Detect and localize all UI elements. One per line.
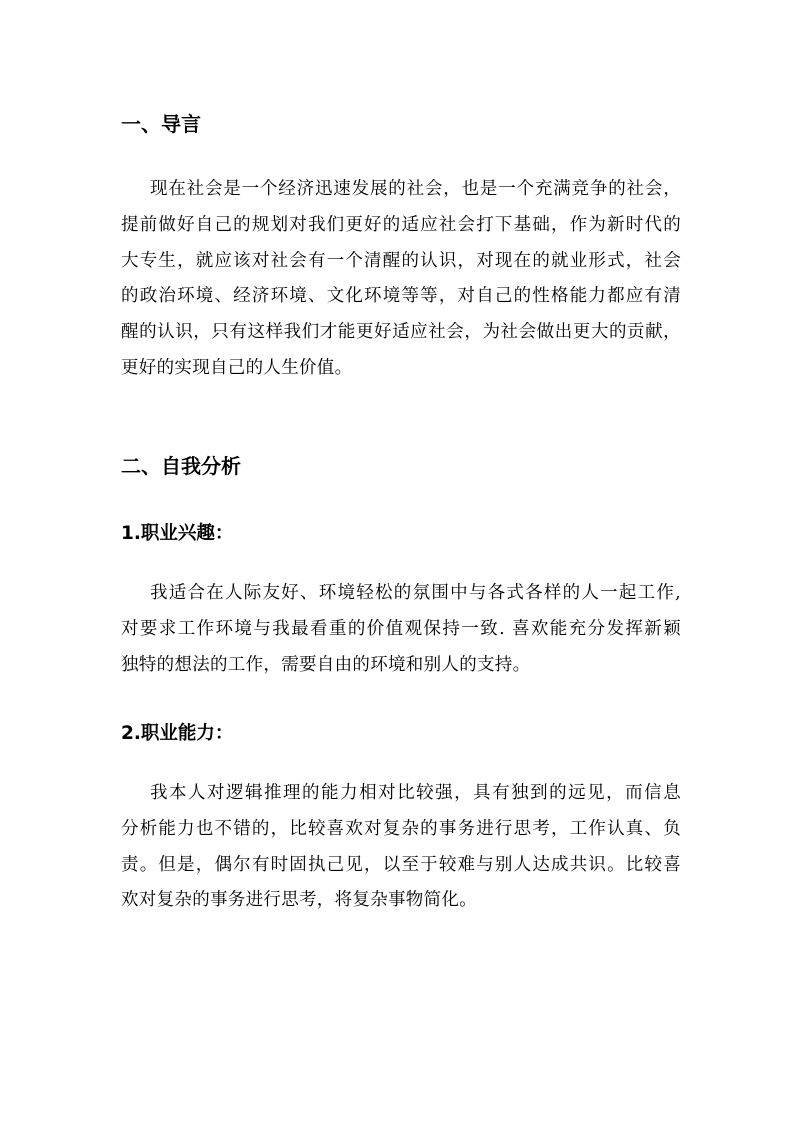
paragraph-line: 的政治环境、经济环境、文化环境等等，对自己的性格能力都应有清 (121, 286, 681, 307)
paragraph-line: 提前做好自己的规划对我们更好的适应社会打下基础，作为新时代的 (121, 214, 681, 235)
career-interest-paragraph (121, 576, 681, 683)
paragraph-line: 对要求工作环境与我最看重的价值观保持一致. 喜欢能充分发挥新颖 (121, 618, 681, 639)
paragraph-line: 醒的认识，只有这样我们才能更好适应社会，为社会做出更大的贡献， (121, 322, 681, 343)
paragraph-line: 大专生，就应该对社会有一个清醒的认识，对现在的就业形式，社会 (121, 250, 681, 271)
introduction-paragraph (121, 172, 681, 387)
paragraph-line: 分析能力也不错的，比较喜欢对复杂的事务进行思考，工作认真、负 (121, 818, 681, 839)
subsection-heading-career-interest: 1.职业兴趣： (121, 523, 234, 544)
paragraph-line: 责。但是，偶尔有时固执己见，以至于较难与别人达成共识。比较喜 (121, 854, 681, 875)
paragraph-line: 我适合在人际友好、环境轻松的氛围中与各式各样的人一起工作, (150, 583, 681, 603)
section-heading-self-analysis: 二、自我分析 (121, 454, 241, 478)
career-ability-paragraph (121, 776, 681, 919)
paragraph-line: 欢对复杂的事务进行思考，将复杂事物简化。 (121, 890, 477, 911)
paragraph-line: 现在社会是一个经济迅速发展的社会，也是一个充满竞争的社会， (150, 179, 681, 199)
paragraph-line: 我本人对逻辑推理的能力相对比较强，具有独到的远见，而信息 (150, 783, 681, 803)
paragraph-line: 独特的想法的工作，需要自由的环境和别人的支持。 (121, 654, 531, 675)
subsection-heading-career-ability: 2.职业能力： (121, 723, 234, 744)
section-heading-introduction: 一、导言 (121, 112, 201, 136)
paragraph-line: 更好的实现自己的人生价值。 (121, 357, 353, 378)
